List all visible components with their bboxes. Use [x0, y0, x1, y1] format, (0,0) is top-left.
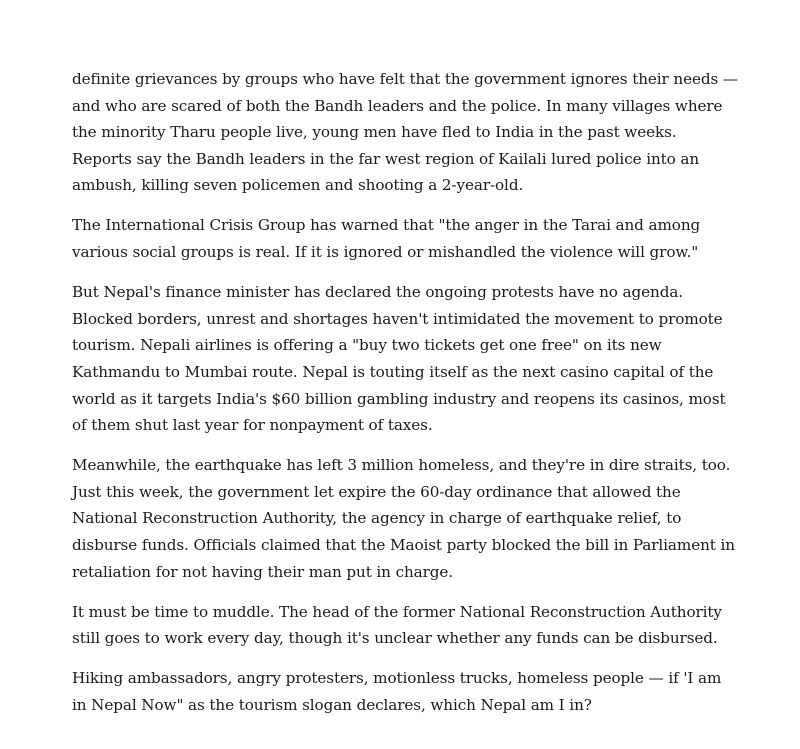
paragraph-muddle: It must be time to muddle. The head of the former National Reconstruction Authority still goes to work every day, though it's unclear whether any funds can be disbursed.: [72, 602, 722, 648]
paragraph-finance-minister: But Nepal's finance minister has declared the ongoing protests have no agenda. Blocked borders, unrest and shortages haven't intimidated the movement to promote tourism. Nepali airlines is offering a "buy two tickets get one free" on its new Kathmandu to Mumbai route. Nepal is touting itself as the next casino capital of the world as it targets India's $60 billion gambling industry and reopens its casinos, most of them shut last year for nonpayment of taxes.: [72, 283, 726, 435]
article-body: [72, 66, 740, 732]
paragraph-grievances: definite grievances by groups who have felt that the government ignores their needs — and who are scared of both the Bandh leaders and the police. In many villages where the minority Tharu people live, young men have fled to India in the past weeks. Reports say the Bandh leaders in the far west region of Kailali lured police into an ambush, killing seven policemen and shooting a 2-year-old.: [72, 70, 738, 195]
paragraph-crisis-group: The International Crisis Group has warned that "the anger in the Tarai and among various social groups is real. If it is ignored or mishandled the violence will grow.": [72, 216, 701, 262]
paragraph-earthquake: Meanwhile, the earthquake has left 3 million homeless, and they're in dire straits, too. Just this week, the government let expire the 60-day ordinance that allowed the National Reconstruction Authority, the agency in charge of earthquake relief, to disburse funds. Officials claimed that the Maoist party blocked the bill in Parliament in retaliation for not having their man put in charge.: [72, 456, 735, 581]
paragraph-closing: Hiking ambassadors, angry protesters, motionless trucks, homeless people — if 'I am in Nepal Now" as the tourism slogan declares, which Nepal am I in?: [72, 669, 722, 714]
